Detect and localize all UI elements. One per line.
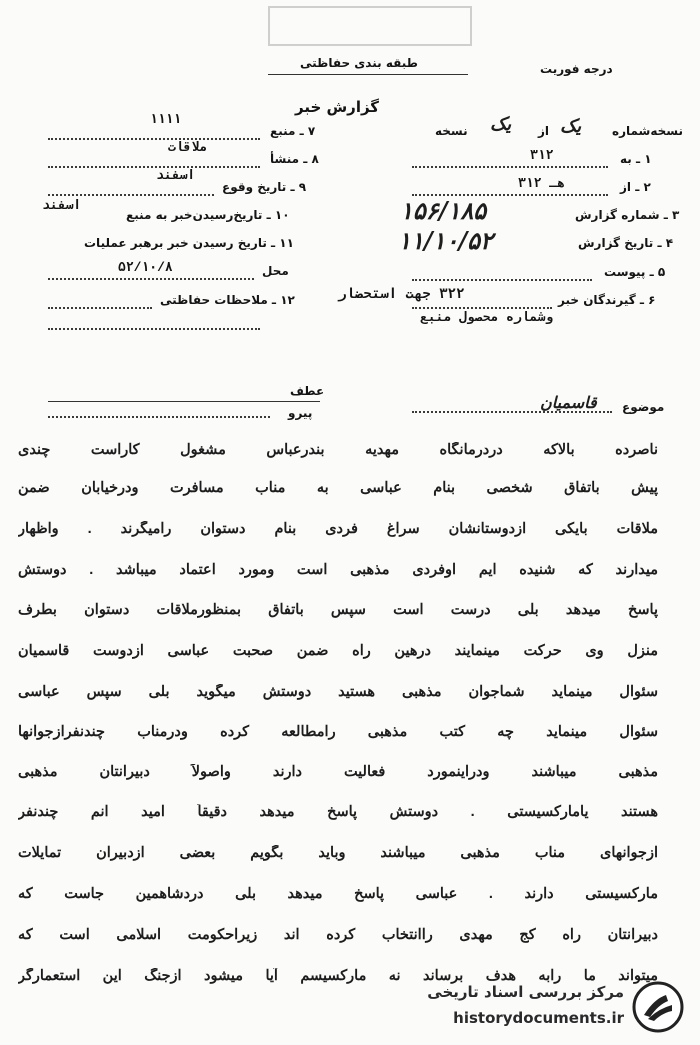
to-label: ۱ ـ به xyxy=(620,152,652,166)
watermark xyxy=(406,977,686,1039)
report-number-value: ۱۵۶/۱۸۵ xyxy=(400,196,487,225)
watermark-site: historydocuments.ir xyxy=(453,1009,624,1027)
subject-value: قاسمیان xyxy=(540,393,597,412)
watermark-org-name: مرکز بررسی اسناد تاریخی xyxy=(427,983,624,1001)
notes-dotted-line-2 xyxy=(48,328,260,330)
copy-label: نسخه xyxy=(435,124,468,138)
body-line: ازجوانهای مناب مذهبی میباشند وباید بگویم بعضی ازدبیران تمایلات xyxy=(18,845,658,861)
of-value: یک xyxy=(490,114,512,135)
body-line: منزل وی حرکت مینمایند درهین راه ضمن صحبت عباسی ازدوست قاسمیان xyxy=(18,643,658,659)
attachment-label: ۵ ـ پیوست xyxy=(604,265,666,279)
report-date-label: ۴ ـ تاریخ گزارش xyxy=(578,236,674,250)
ops-date-value: ۵۲/۱۰/۸ xyxy=(118,260,173,275)
follow-label: پیرو xyxy=(288,406,313,420)
origin-value: ملاقات xyxy=(168,140,208,155)
recipients-value: ۳۲۲ جهت استحضار xyxy=(338,287,465,303)
body-line: پیش باتفاق شخصی بنام عباسی به مناب مسافرت ودرخیابان ضمن xyxy=(18,480,658,496)
body-line: مذهبی میباشند ودراینمورد فعالیت دارند واصولاً دبیرانتان مذهبی xyxy=(18,764,658,780)
ops-date-label: ۱۱ ـ تاریخ رسیدن خبر برهبر عملیات xyxy=(84,236,294,250)
receipt-date-label: ۱۰ ـ تاریخ‌رسیدن‌خبر به منبع xyxy=(126,208,290,222)
body-line: ملاقات بایکی ازدوستانشان سراغ فردی بنام دستوان رامیگرند . واظهار xyxy=(18,521,658,537)
classification-label: طبقه بندی حفاظتی xyxy=(300,56,418,70)
ref-line xyxy=(48,401,320,402)
report-date-value: ۱۱/۱۰/۵۲ xyxy=(398,226,493,255)
book-logo-icon xyxy=(632,981,684,1033)
source-label: ۷ ـ منبع xyxy=(270,124,316,138)
to-value: ۳۱۲ xyxy=(530,148,554,163)
origin-label: ۸ ـ منشأ xyxy=(270,152,319,166)
faded-stamp xyxy=(268,6,472,46)
receipt-date-value: اسفند xyxy=(42,198,82,213)
body-line: پاسخ میدهد بلی درست است سپس باتفاق بمنظورملاقات دستوان بطرف xyxy=(18,602,658,618)
body-line: سئوال مینماید شماجوان مذهبی هستید دوستش میگوید بلی سپس عباسی xyxy=(18,684,658,700)
attachment-dotted-line xyxy=(412,279,592,281)
from-label: ۲ ـ از xyxy=(620,180,651,194)
place-label: محل xyxy=(262,264,289,278)
origin-dotted-line xyxy=(48,166,260,168)
copy-number-label: نسخه‌شماره xyxy=(612,124,683,138)
occurrence-date-value: اسفند xyxy=(156,168,196,183)
document-title: گزارش خبر xyxy=(295,98,380,116)
occurrence-date-dotted-line xyxy=(48,194,214,196)
occurrence-date-label: ۹ ـ تاریخ وقوع xyxy=(222,180,307,194)
priority-label: درجه فوریت xyxy=(540,62,613,76)
body-line: مارکسیستی دارند . عباسی پاسخ میدهد بلی دردشاهمین جاست که xyxy=(18,886,658,902)
body-line: میدارند که شنیده ایم اوفردی مذهبی است ومورد اعتماد میباشد . دوستش xyxy=(18,562,658,578)
recipients-value-2: وشماره محصول منبع xyxy=(420,310,554,325)
from-value: ۳۱۲ هـ xyxy=(518,176,565,191)
notes-dotted-line xyxy=(48,307,152,309)
to-dotted-line xyxy=(412,166,608,168)
follow-dotted-line xyxy=(48,416,270,418)
recipients-label: ۶ ـ گیرندگان خبر xyxy=(558,293,656,307)
of-label: از xyxy=(538,124,550,138)
ops-date-dotted-line xyxy=(48,278,254,280)
report-number-label: ۳ ـ شماره گزارش xyxy=(575,208,680,222)
subject-label: موضوع xyxy=(622,400,665,414)
copy-number-value: یک xyxy=(560,116,582,137)
notes-label: ۱۲ ـ ملاحظات حفاظتی xyxy=(160,293,295,307)
body-line: میتواند ما رابه هدف برساند نه مارکسیسم آیا میشود ازجنگ این استعمارگر xyxy=(18,968,658,984)
source-value: ۱۱۱۱ xyxy=(150,112,182,127)
body-line: دبیرانتان راه کج مهدی راانتخاب کرده اند زیراحکومت اسلامی است که xyxy=(18,927,658,943)
source-dotted-line xyxy=(48,138,260,140)
classification-underline xyxy=(268,74,468,75)
recipients-dotted-line xyxy=(412,307,552,309)
body-line: ناصرده بالاکه دردرمانگاه مهدیه بندرعباس مشغول کاراست چندی xyxy=(18,442,658,458)
ref-label: عطف xyxy=(290,384,325,398)
body-line: سئوال مینماید چه کتب مذهبی رامطالعه کرده ودرمناب چندنفرازجوانها xyxy=(18,724,658,740)
body-line: هستند یامارکسیستی . دوستش پاسخ میدهد دقیقاً امید انم چندنفر xyxy=(18,804,658,820)
